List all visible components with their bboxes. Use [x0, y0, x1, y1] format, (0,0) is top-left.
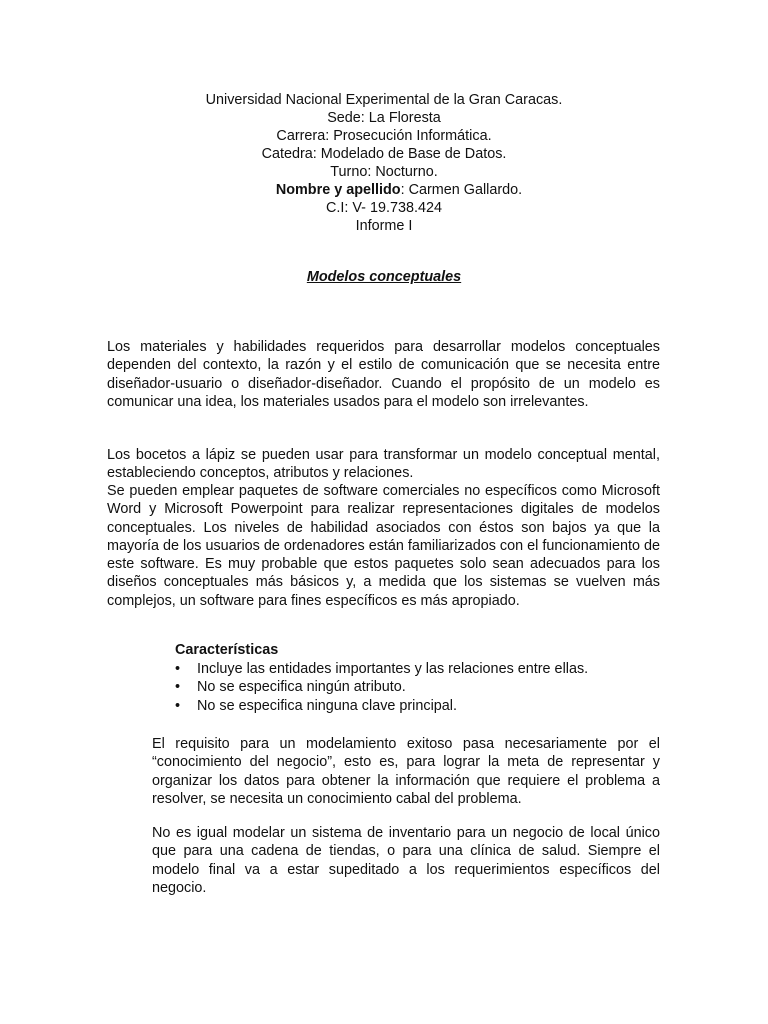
features-heading: Características [175, 642, 279, 658]
paragraph: No es igual modelar un sistema de inventario para un negocio de local único que para una cadena de tiendas, o para una clínica de salud. Siempre el modelo final va a estar supeditado a los requerimientos específicos del negocio. [152, 825, 660, 896]
features-list [175, 660, 655, 716]
paragraph: Se pueden emplear paquetes de software comerciales no específicos como Microsoft Word y Microsoft Powerpoint para realizar representaciones digitales de modelos conceptuales. Los niveles de habilidad asociados con éstos son bajos ya que la mayoría de los usuarios de ordenadores están familiarizados con el funcionamiento de este software. Es muy probable que estos paquetes solo sean adecuados para los diseños conceptuales más básicos y, a medida que los sistemas se vuelven más complejos, un software para fines específicos es más apropiado. [107, 483, 660, 609]
paragraph: Los bocetos a lápiz se pueden usar para transformar un modelo conceptual mental, estableciendo conceptos, atributos y relaciones. [107, 447, 660, 482]
features-section [175, 641, 655, 715]
list-item [175, 697, 655, 716]
student-name-label: Nombre y apellido [275, 182, 401, 198]
list-item [175, 660, 655, 679]
document-header [0, 91, 768, 235]
campus-line: Sede: La Floresta [327, 110, 441, 126]
career-line: Carrera: Prosecución Informática. [276, 128, 492, 144]
document-title: Modelos conceptuales [306, 269, 462, 285]
paragraph: El requisito para un modelamiento exitoso pasa necesariamente por el “conocimiento del negocio”, esto es, para lograr la meta de representar y organizar los datos para obtener la información que requiere el problema a resolver, se necesita un conocimiento cabal del problema. [152, 736, 660, 807]
shift-line: Turno: Nocturno. [330, 164, 438, 180]
report-line: Informe I [355, 218, 413, 234]
bullet-icon: • [175, 697, 181, 714]
student-name-line [0, 181, 768, 199]
student-name-value: : Carmen Gallardo. [400, 182, 523, 198]
bullet-icon: • [175, 660, 181, 677]
university-line: Universidad Nacional Experimental de la Gran Caracas. [205, 92, 563, 108]
list-item-text: No se especifica ninguna clave principal. [197, 697, 457, 714]
id-number-line: C.I: V- 19.738.424 [325, 200, 442, 216]
list-item [175, 678, 655, 697]
bullet-icon: • [175, 679, 181, 695]
paragraph: Los materiales y habilidades requeridos para desarrollar modelos conceptuales dependen del contexto, la razón y el estilo de comunicación que se necesita entre diseñador-usuario o diseñador-diseñador. Cuando el propósito de un modelo es comunicar una idea, los materiales usados para el modelo son irrelevantes. [107, 339, 660, 410]
list-item-text: Incluye las entidades importantes y las relaciones entre ellas. [197, 660, 589, 677]
course-line: Catedra: Modelado de Base de Datos. [261, 146, 507, 162]
list-item-text: No se especifica ningún atributo. [197, 679, 406, 695]
